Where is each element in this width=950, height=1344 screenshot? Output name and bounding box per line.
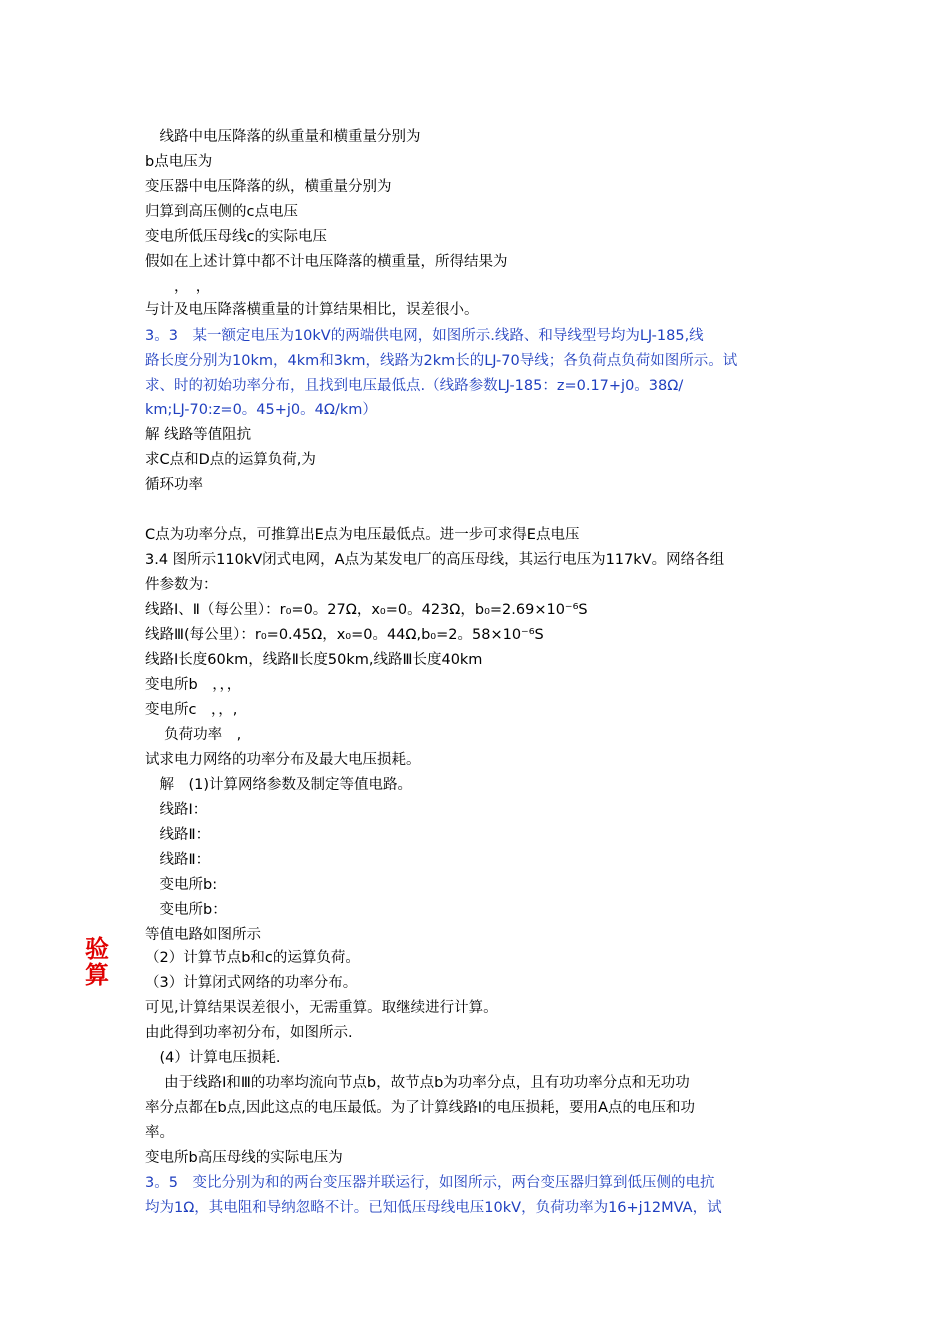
- problem-3-3-line: 求、时的初始功率分布，且找到电压最低点.（线路参数LJ-185：z=0.17+j0。38Ω/: [145, 378, 684, 394]
- text-line: 解 (1)计算网络参数及制定等值电路。: [145, 777, 413, 793]
- problem-3-3-line: 路长度分别为10km，4km和3km，线路为2km长的LJ-70导线；各负荷点负荷如图所示。试: [145, 353, 738, 369]
- text-line: （3）计算闭式网络的功率分布。: [145, 975, 358, 991]
- text-line: C点为功率分点，可推算出E点为电压最低点。进一步可求得E点电压: [145, 527, 580, 543]
- problem-3-3-line: 3。3 某一额定电压为10kV的两端供电网，如图所示.线路、和导线型号均为LJ-185,线: [145, 328, 704, 344]
- text-line: 假如在上述计算中都不计电压降落的横重量，所得结果为: [145, 254, 508, 270]
- text-line: 归算到高压侧的c点电压: [145, 204, 298, 220]
- text-line: 3.4 图所示110kV闭式电网，A点为某发电厂的高压母线，其运行电压为117kV。网络各组: [145, 552, 725, 568]
- margin-annotation-char: 验: [85, 935, 109, 963]
- text-line: 件参数为：: [145, 577, 218, 593]
- text-line: 可见,计算结果误差很小，无需重算。取继续进行计算。: [145, 1000, 498, 1016]
- text-line: 线路中电压降落的纵重量和横重量分别为: [145, 129, 421, 145]
- text-line: 循环功率: [145, 477, 203, 493]
- text-line: 率。: [145, 1125, 174, 1141]
- text-line: （2）计算节点b和c的运算负荷。: [145, 950, 360, 966]
- text-line: ， ，: [145, 279, 211, 295]
- text-line: 变电所b ，，，: [145, 677, 242, 693]
- text-line: 线路Ⅲ(每公里）：r₀=0.45Ω，x₀=0。44Ω,b₀=2。58×10⁻⁶S: [145, 627, 544, 643]
- margin-annotation: [83, 936, 111, 988]
- text-line: b点电压为: [145, 154, 213, 170]
- text-line: 求C点和D点的运算负荷,为: [145, 452, 316, 468]
- text-line: 线路Ⅰ：: [145, 802, 208, 818]
- margin-annotation-char: 算: [85, 961, 109, 989]
- text-line: 变电所b:: [145, 877, 218, 893]
- text-line: 由于线路Ⅰ和Ⅲ的功率均流向节点b，故节点b为功率分点，且有功功率分点和无功功: [145, 1075, 690, 1091]
- text-line: 线路Ⅰ、Ⅱ（每公里）：r₀=0。27Ω，x₀=0。423Ω，b₀=2.69×10⁻⁶S: [145, 602, 588, 618]
- text-line: 等值电路如图所示: [145, 927, 261, 943]
- text-line: 变电所b：: [145, 902, 227, 918]
- problem-3-5-line: 3。5 变比分别为和的两台变压器并联运行，如图所示，两台变压器归算到低压侧的电抗: [145, 1175, 715, 1191]
- problem-3-5-line: 均为1Ω，其电阻和导纳忽略不计。已知低压母线电压10kV，负荷功率为16+j12MVA，试: [145, 1200, 722, 1216]
- text-line: 率分点都在b点,因此这点的电压最低。为了计算线路Ⅰ的电压损耗，要用A点的电压和功: [145, 1100, 696, 1116]
- problem-3-3-line: km;LJ-70:z=0。45+j0。4Ω/km）: [145, 402, 377, 418]
- text-line: 线路Ⅱ：: [145, 827, 211, 843]
- text-line: 试求电力网络的功率分布及最大电压损耗。: [145, 752, 421, 768]
- text-line: 解 线路等值阻抗: [145, 427, 252, 443]
- text-line: 变电所c ，，,: [145, 702, 238, 718]
- text-line: 线路Ⅱ：: [145, 852, 211, 868]
- text-line: (4）计算电压损耗.: [145, 1050, 281, 1066]
- text-line: 线路Ⅰ长度60km，线路Ⅱ长度50km,线路Ⅲ长度40km: [145, 652, 483, 668]
- text-line: 由此得到功率初分布，如图所示.: [145, 1025, 353, 1041]
- text-line: 变电所b高压母线的实际电压为: [145, 1150, 343, 1166]
- text-line: 负荷功率 ,: [145, 727, 242, 743]
- text-line: 变电所低压母线c的实际电压: [145, 229, 327, 245]
- text-line: 与计及电压降落横重量的计算结果相比，误差很小。: [145, 302, 479, 318]
- text-line: 变压器中电压降落的纵，横重量分别为: [145, 179, 392, 195]
